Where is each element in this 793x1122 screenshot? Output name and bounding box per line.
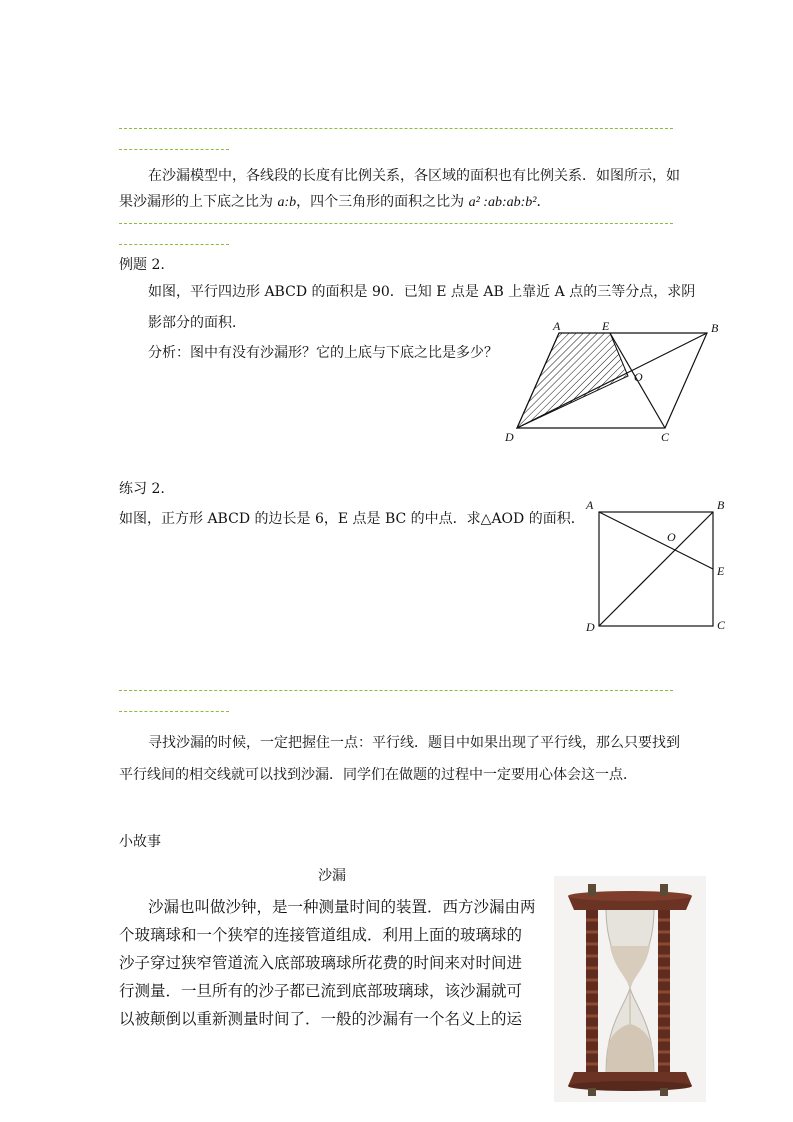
story-heading: 小故事	[119, 834, 161, 850]
hourglass-image	[554, 876, 706, 1102]
section2-line2: 平行线间的相交线就可以找到沙漏．同学们在做题的过程中一定要用心体会这一点．	[119, 767, 637, 783]
practice-title: 练习 2.	[119, 481, 165, 497]
label-D: D	[586, 620, 595, 634]
separator-mid-1	[119, 223, 673, 224]
section1-line2-mid: ，四个三角形的面积之比为	[296, 194, 469, 210]
section1-line2	[119, 192, 550, 213]
label-B: B	[717, 498, 725, 512]
label-E: E	[717, 564, 725, 578]
label-D: D	[505, 430, 514, 444]
area-ratio-text: a² :ab:ab:b²	[468, 195, 537, 210]
example-line2: 影部分的面积．	[148, 315, 246, 331]
label-C: C	[661, 430, 670, 444]
example-line1: 如图，平行四边形 ABCD 的面积是 90．已知 E 点是 AB 上靠近 A 点的三等分点，求阴	[148, 284, 696, 300]
section2-line1: 寻找沙漏的时候，一定把握住一点：平行线．题目中如果出现了平行线，那么只要找到	[148, 735, 680, 751]
story-line-5: 以被颠倒以重新测量时间了．一般的沙漏有一个名义上的运	[119, 1010, 523, 1028]
separator-mid-2	[119, 244, 229, 245]
label-A: A	[553, 319, 561, 333]
section1-line2-prefix: 果沙漏形的上下底之比为	[119, 194, 278, 210]
story-line-3: 沙子穿过狭窄管道流入底部玻璃球所花费的时间来对时间进	[119, 954, 523, 972]
label-C: C	[717, 618, 726, 632]
story-title: 沙漏	[318, 868, 346, 884]
label-O: O	[634, 370, 643, 384]
parallelogram-figure	[495, 315, 735, 450]
square-figure	[578, 495, 738, 635]
ratio-text: a:b	[277, 195, 297, 210]
practice-line1: 如图，正方形 ABCD 的边长是 6，E 点是 BC 的中点．求△AOD 的面积．	[119, 511, 585, 527]
line-DB	[599, 512, 713, 626]
separator-top-2	[119, 149, 229, 150]
section1-line2-end: ．	[536, 194, 551, 210]
right-post	[658, 910, 670, 1072]
separator-low-2	[119, 711, 229, 712]
label-B: B	[711, 321, 719, 335]
line-AE	[599, 512, 713, 569]
left-post	[586, 910, 598, 1072]
section1-line1: 在沙漏模型中，各线段的长度有比例关系，各区域的面积也有比例关系．如图所示，如	[148, 168, 680, 184]
example-analysis: 分析：图中有没有沙漏形？它的上底与下底之比是多少？	[148, 345, 498, 361]
separator-top-1	[119, 128, 673, 129]
label-O: O	[667, 530, 676, 544]
separator-low-1	[119, 690, 673, 691]
story-line-4: 行测量．一旦所有的沙子都已流到底部玻璃球，该沙漏就可	[119, 982, 523, 1000]
example-title: 例题 2.	[119, 257, 165, 273]
label-E: E	[602, 319, 610, 333]
label-A: A	[586, 498, 594, 512]
story-line-1: 沙漏也叫做沙钟，是一种测量时间的装置．西方沙漏由两	[148, 898, 536, 916]
story-line-2: 个玻璃球和一个狭窄的连接管道组成．利用上面的玻璃球的	[119, 926, 523, 944]
